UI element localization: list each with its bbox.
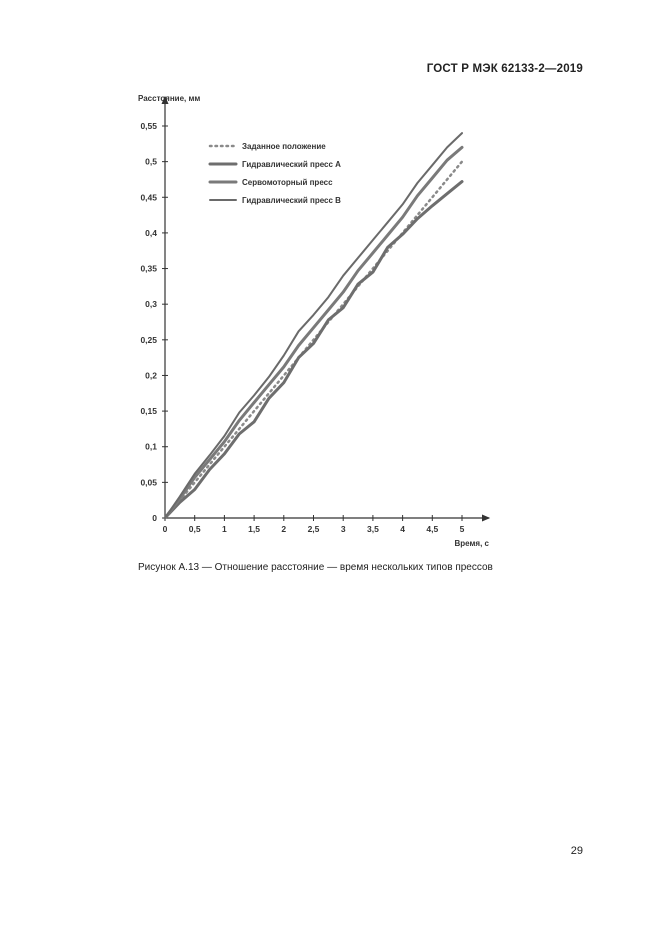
x-tick-label: 5 xyxy=(459,524,465,534)
y-tick-label: 0,2 xyxy=(145,370,157,381)
y-tick-label: 0,55 xyxy=(140,121,157,131)
x-tick-label: 0 xyxy=(162,524,168,534)
x-tick-label: 0,5 xyxy=(188,524,201,534)
y-tick-label: 0,4 xyxy=(145,227,157,238)
series-line-1 xyxy=(165,162,462,518)
x-tick-label: 2,5 xyxy=(307,524,320,534)
x-axis-label: Время, с xyxy=(454,539,489,548)
x-tick-label: 3,5 xyxy=(366,524,379,534)
y-axis-label: Расстояние, мм xyxy=(138,94,201,103)
y-tick-label: 0,5 xyxy=(145,156,157,167)
legend-label-2: Гидравлический пресс А xyxy=(242,160,341,169)
x-tick-label: 4,5 xyxy=(426,524,439,534)
y-tick-label: 0,1 xyxy=(145,441,157,452)
y-tick-label: 0,15 xyxy=(140,406,157,417)
x-tick-label: 3 xyxy=(340,524,346,534)
legend-label-1: Заданное положение xyxy=(242,142,326,151)
x-tick-label: 1,5 xyxy=(248,524,261,534)
x-tick-label: 2 xyxy=(281,524,287,534)
y-tick-label: 0,3 xyxy=(145,299,157,310)
y-tick-label: 0,35 xyxy=(140,263,157,274)
y-tick-label: 0,45 xyxy=(140,192,157,203)
series-line-2 xyxy=(165,182,462,518)
page-number: 29 xyxy=(570,845,583,857)
y-tick-label: 0,25 xyxy=(140,334,157,345)
y-tick-label: 0,05 xyxy=(140,477,157,488)
legend-label-3: Сервомоторный пресс xyxy=(242,178,333,187)
document-standard-header: ГОСТ Р МЭК 62133-2—2019 xyxy=(426,63,583,75)
legend-label-4: Гидравлический пресс В xyxy=(242,196,341,205)
figure-caption: Рисунок А.13 — Отношение расстояние — время нескольких типов прессов xyxy=(138,562,493,573)
x-tick-label: 1 xyxy=(222,524,227,534)
x-tick-label: 4 xyxy=(400,524,405,534)
y-tick-label: 0 xyxy=(152,513,157,523)
